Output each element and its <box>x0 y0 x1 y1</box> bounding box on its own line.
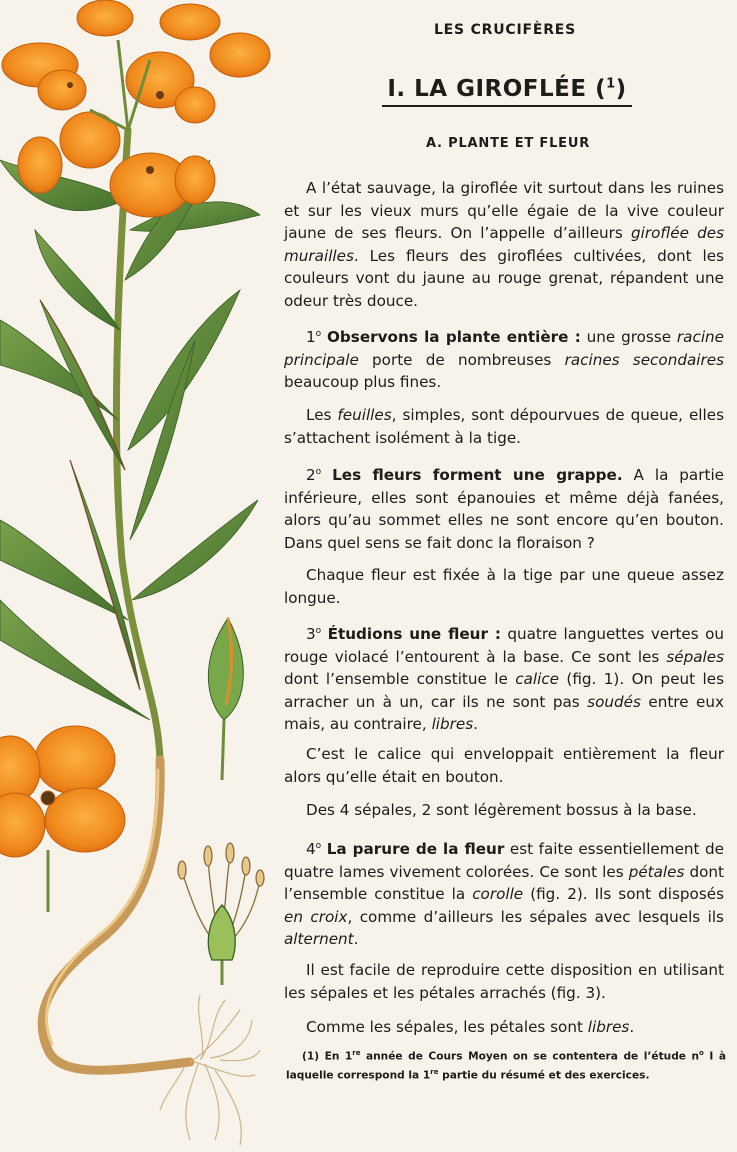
paragraph-flower-stalk: Chaque fleur est fixée à la tige par une queue assez longue. <box>284 566 724 607</box>
flower-bud <box>208 618 243 780</box>
footnote: (1) En 1re année de Cours Moyen on se contentera de l’étude $n^o$ I à laquelle correspond la 1re partie du résumé et des exercices. <box>286 1049 726 1082</box>
paragraph-arrangement: Il est facile de reproduire cette disposition en utilisant les sépales et les pétales arrachés (fig. 3). <box>284 961 724 1002</box>
page-title <box>382 76 632 107</box>
paragraph-study-flower: 3$^o$ Étudions une fleur : quatre languettes vertes ou rouge violacé l’entourent à la base. Ce sont les sépales dont l’ensemble constitue le calice (fig. 1). On peut les arracher un à un, car ils ne sont pas soudés entre eux mais, au contraire, libres. <box>284 625 725 734</box>
stamens-fig <box>178 843 264 985</box>
secondary-roots <box>160 995 260 1145</box>
paragraph-observe-plant: 1$^o$ Observons la plante entière : une grosse racine principale porte de nombreuses racines secondaires beaucoup plus fines. <box>284 328 725 392</box>
paragraph-calyx: C’est le calice qui enveloppait entièrement la fleur alors qu’elle était en bouton. <box>284 745 724 786</box>
title-footnote-ref: 1 <box>606 76 616 92</box>
paragraph-petals-free: Comme les sépales, les pétales sont libres. <box>306 1018 635 1036</box>
title-close: ) <box>615 76 627 102</box>
title-text: I. LA GIROFLÉE ( <box>387 76 607 102</box>
running-head: LES CRUCIFÈRES <box>433 22 577 38</box>
paragraph-flowers-cluster: 2$^o$ Les fleurs forment une grappe. A la partie inférieure, elles sont épanouies et même déjà fanées, alors qu’au sommet elles ne sont encore qu’en bouton. Dans quel sens se fait donc la floraison ? <box>284 466 725 552</box>
section-heading: A. PLANTE ET FLEUR <box>425 136 591 151</box>
paragraph-sepals: Des 4 sépales, 2 sont légèrement bossus à la base. <box>306 801 697 819</box>
paragraph-intro: A l’état sauvage, la giroflée vit surtout dans les ruines et sur les vieux murs qu’elle égaie de la vive couleur jaune de ses fleurs. On l’appelle d’ailleurs giroflée des murailles. Les fleurs des giroflées cultivées, dont les couleurs vont du jaune au rouge grenat, répandent une odeur très douce. <box>284 179 724 310</box>
open-flower-fig <box>0 726 125 912</box>
paragraph-leaves: Les feuilles, simples, sont dépourvues de queue, elles s’attachent isolément à la tige. <box>284 406 724 447</box>
paragraph-corolla: 4$^o$ La parure de la fleur est faite essentiellement de quatre lames vivement colorées. Ce sont les pétales dont l’ensemble constitue la corolle (fig. 2). Ils sont disposés en croix, comme d’ailleurs les sépales avec lesquels ils alternent. <box>284 840 725 949</box>
